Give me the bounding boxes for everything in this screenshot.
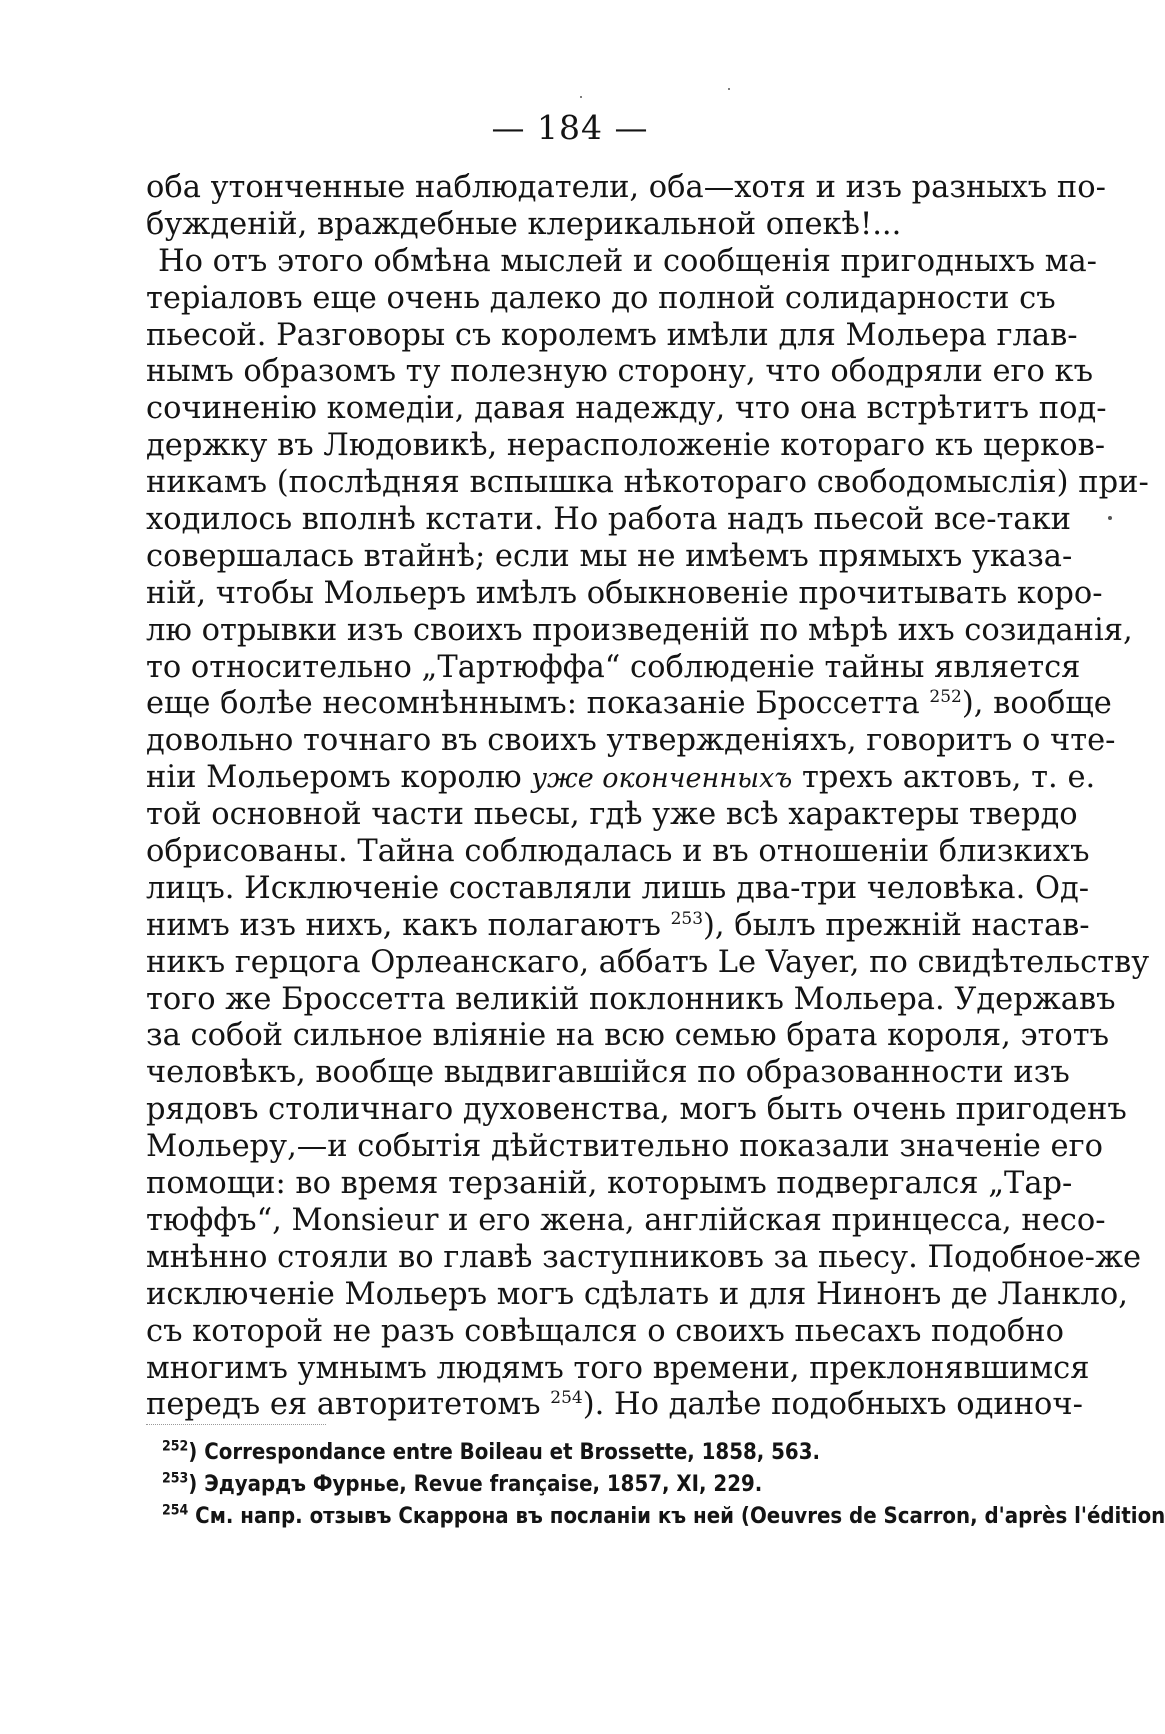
text-line: за собой сильное вліяніе на всю семью брата короля, этотъ	[146, 1018, 1110, 1054]
italic-phrase: уже оконченныхъ	[531, 763, 793, 795]
footnote-ref: 252	[929, 687, 962, 708]
text-line: лицъ. Исключеніе составляли лишь два-три человѣка. Од-	[146, 870, 1090, 906]
text-line: нымъ образомъ ту полезную сторону, что ободряли его къ	[146, 354, 1094, 390]
text-line: Но отъ этого обмѣна мыслей и сообщенія пригодныхъ ма-	[158, 243, 1097, 279]
footnote	[146, 1469, 1014, 1501]
text-line: рядовъ столичнаго духовенства, могъ быть очень пригоденъ	[146, 1092, 1127, 1128]
text-line: бужденій, враждебные клерикальной опекѣ!...	[146, 206, 902, 242]
text-line: держку въ Людовикѣ, нерасположеніе котораго къ церков-	[146, 428, 1106, 464]
text-line: многимъ умнымъ людямъ того времени, преклонявшимся	[146, 1350, 1090, 1386]
text-fragment: передъ ея авторитетомъ	[146, 1387, 541, 1423]
text-line: исключеніе Мольеръ могъ сдѣлать и для Нинонъ де Ланкло,	[146, 1276, 1128, 1312]
text-line: оба утонченные наблюдатели, оба—хотя и изъ разныхъ по-	[146, 170, 1106, 205]
footnote-ref: 254	[550, 1388, 583, 1409]
text-fragment: ). Но далѣе подобныхъ одиноч-	[582, 1387, 1083, 1423]
footnote	[146, 1501, 1165, 1533]
footnote-text: ) Correspondance entre Boileau et Brossette, 1858, 563.	[188, 1440, 820, 1465]
text-line	[146, 686, 1112, 723]
text-line: то относительно „Тартюффа“ соблюденіе тайны является	[146, 649, 1081, 685]
text-line	[146, 907, 1090, 945]
text-fragment: нимъ изъ нихъ, какъ полагаютъ	[146, 907, 661, 943]
text-line: мнѣнно стояли во главѣ заступниковъ за пьесу. Подобное-же	[146, 1239, 1142, 1275]
footnote-mark: 253	[162, 1470, 189, 1487]
scan-speck	[1108, 516, 1112, 520]
text-line: сочиненію комедіи, давая надежду, что она встрѣтитъ под-	[146, 391, 1107, 427]
text-line: никъ герцога Орлеанскаго, аббатъ Le Vayer, по свидѣтельству	[146, 944, 1150, 980]
text-line: теріаловъ еще очень далеко до полной солидарности съ	[146, 280, 1056, 316]
text-line: ній, чтобы Мольеръ имѣлъ обыкновеніе прочитывать коро-	[146, 575, 1103, 611]
text-line: довольно точнаго въ своихъ утвержденіяхъ, говоритъ о чте-	[146, 723, 1116, 759]
footnote-text: ) Эдуардъ Фурнье, Revue française, 1857, XI, 229.	[188, 1472, 763, 1497]
footnote-separator	[146, 1424, 326, 1426]
text-line: той основной части пьесы, гдѣ уже всѣ характеры твердо	[146, 797, 1078, 833]
body-text	[146, 170, 1150, 1424]
text-line: пьесой. Разговоры съ королемъ имѣли для Мольера глав-	[146, 317, 1078, 353]
footnote-mark: 254	[162, 1502, 189, 1519]
text-line: съ которой не разъ совѣщался о своихъ пьесахъ подобно	[146, 1313, 1064, 1349]
text-line: ходилось вполнѣ кстати. Но работа надъ пьесой все-таки	[146, 502, 1071, 538]
scan-speck	[728, 88, 730, 90]
footnote-mark: 252	[162, 1438, 189, 1455]
text-line: Мольеру,—и событія дѣйствительно показали значеніе его	[146, 1129, 1103, 1165]
text-line: тюффъ“, Monsieur и его жена, англійская принцесса, несо-	[146, 1202, 1106, 1238]
page-number: — 184 —	[491, 108, 649, 147]
text-line: никамъ (послѣдняя вспышка нѣкотораго свободомыслія) при-	[146, 465, 1149, 501]
footnote-text: См. напр. отзывъ Скаррона въ посланіи къ ней (Oeuvres de Scarron, d'après l'édition	[188, 1504, 1165, 1529]
footnote-ref: 253	[670, 908, 704, 929]
footnotes	[146, 1437, 1165, 1533]
text-line	[146, 760, 1096, 797]
text-line: помощи: во время терзаній, которымъ подвергался „Тар-	[146, 1166, 1073, 1202]
scan-speck	[580, 96, 582, 98]
text-line: обрисованы. Тайна соблюдалась и въ отношеніи близкихъ	[146, 834, 1090, 870]
text-line: человѣкъ, вообще выдвигавшійся по образованности изъ	[146, 1055, 1070, 1091]
text-fragment: трехъ актовъ, т. е.	[801, 760, 1096, 796]
text-fragment: ), былъ прежній настав-	[703, 907, 1090, 943]
footnote	[146, 1437, 1014, 1469]
text-line: совершалась втайнѣ; если мы не имѣемъ прямыхъ указа-	[146, 538, 1073, 574]
text-fragment: еще болѣе несомнѣннымъ: показаніе Броссетта	[146, 686, 920, 722]
text-fragment: ніи Мольеромъ королю	[146, 760, 522, 796]
text-line: лю отрывки изъ своихъ произведеній по мѣрѣ ихъ созиданія,	[146, 612, 1133, 648]
text-fragment: ), вообще	[961, 686, 1112, 722]
text-line: того же Броссетта великій поклонникъ Мольера. Удержавъ	[146, 981, 1116, 1017]
text-line	[146, 1387, 1083, 1424]
